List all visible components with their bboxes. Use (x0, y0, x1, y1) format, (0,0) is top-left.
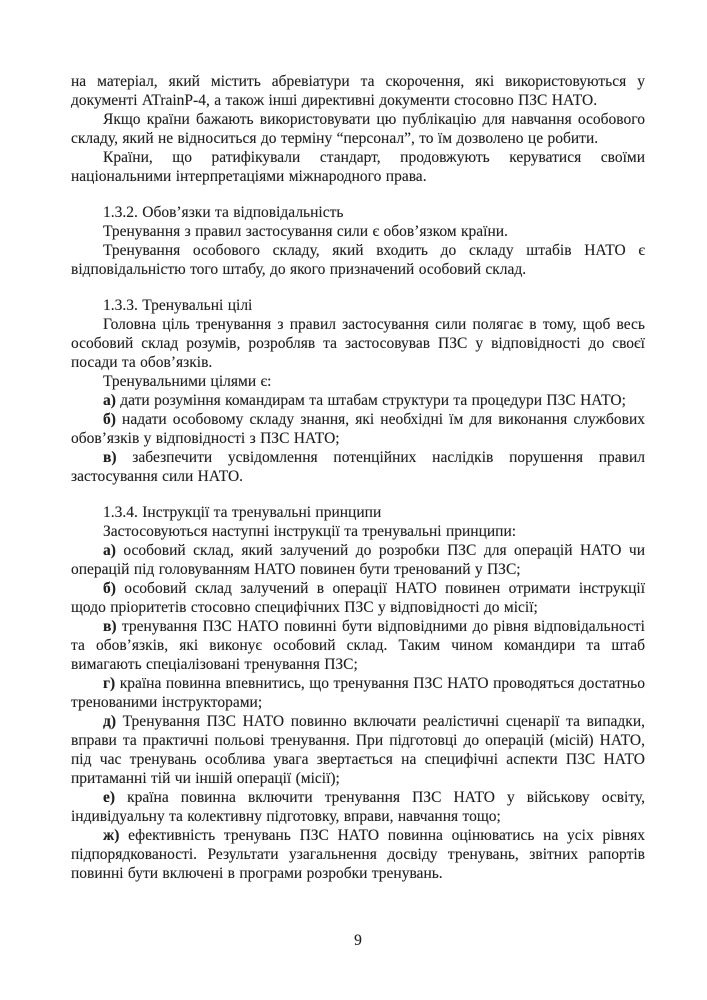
paragraph: Тренування з правил застосування сили є обов’язком країни. (103, 223, 508, 240)
list-item: е) країна повинна включити тренування ПЗС НАТО у військову освіту, індивідуальну та колективну підготовку, вправи, навчання тощо; (71, 789, 645, 825)
paragraph: Тренувальними цілями є: (103, 373, 272, 390)
paragraph: Застосовуються наступні інструкції та тренувальні принципи: (103, 523, 517, 540)
list-item: а) особовий склад, який залучений до розробки ПЗС для операцій НАТО чи операцій під головуванням НАТО повинен бути тренований у ПЗС; (71, 542, 645, 578)
list-marker: в) (103, 618, 117, 635)
section-heading: 1.3.4. Інструкції та тренувальні принципи (103, 504, 382, 521)
list-item: а) дати розуміння командирам та штабам структури та процедури ПЗС НАТО; (103, 392, 626, 409)
section-heading: 1.3.2. Обов’язки та відповідальність (103, 204, 344, 221)
list-marker: г) (103, 675, 116, 692)
paragraph: Головна ціль тренування з правил застосування сили полягає в тому, щоб весь особовий склад розумів, розробляв та застосовував ПЗС у відповідності до своєї посади та обов’язків. (71, 316, 645, 371)
list-item: ж) ефективність тренувань ПЗС НАТО повинна оцінюватись на усіх рівнях підпорядкованості. Результати узагальнення досвіду тренувань, звітних рапортів повинні бути включені в програми розробки тренувань. (71, 827, 645, 882)
section-heading: 1.3.3. Тренувальні цілі (103, 297, 253, 314)
paragraph: на матеріал, який містить абревіатури та скорочення, які використовуються у документі ATrainP-4, а також інші директивні документи стосовно ПЗС НАТО. (71, 73, 645, 109)
list-marker: в) (103, 449, 117, 466)
list-item: б) особовий склад залучений в операції НАТО повинен отримати інструкції щодо пріоритетів стосовно специфічних ПЗС у відповідності до місії; (71, 580, 645, 616)
list-marker: б) (103, 411, 116, 428)
paragraph: Тренування особового складу, який входить до складу штабів НАТО є відповідальністю того штабу, до якого призначений особовий склад. (71, 242, 645, 278)
paragraph: Країни, що ратифікували стандарт, продовжують керуватися своїми національними інтерпретаціями міжнародного права. (71, 149, 645, 185)
list-item: д) Тренування ПЗС НАТО повинно включати реалістичні сценарії та випадки, вправи та практичні польові тренування. При підготовці до операцій (місій) НАТО, під час тренувань особлива увага звертається на специфічні аспекти ПЗС НАТО притаманні тій чи іншій операції (місії); (71, 713, 645, 787)
list-marker: б) (103, 580, 116, 597)
paragraph: Якщо країни бажають використовувати цю публікацію для навчання особового складу, який не відноситься до терміну “персонал”, то їм дозволено це робити. (71, 111, 645, 147)
list-item: в) забезпечити усвідомлення потенційних наслідків порушення правил застосування сили НАТО. (71, 449, 645, 485)
list-marker: а) (103, 542, 116, 559)
list-marker: д) (103, 713, 117, 730)
list-item: г) країна повинна впевнитись, що тренування ПЗС НАТО проводяться достатньо тренованими інструкторами; (71, 675, 645, 711)
list-item: б) надати особовому складу знання, які необхідні їм для виконання службових обов’язків у відповідності з ПЗС НАТО; (71, 411, 645, 447)
list-marker: ж) (103, 827, 120, 844)
list-marker: а) (103, 392, 116, 409)
list-marker: е) (103, 789, 116, 806)
list-item: в) тренування ПЗС НАТО повинні бути відповідними до рівня відповідальності та обов’язків, які виконує особовий склад. Таким чином командири та штаб вимагають спеціалізовані тренування ПЗС; (71, 618, 645, 673)
page-number: 9 (354, 932, 362, 949)
document-body (71, 72, 645, 883)
